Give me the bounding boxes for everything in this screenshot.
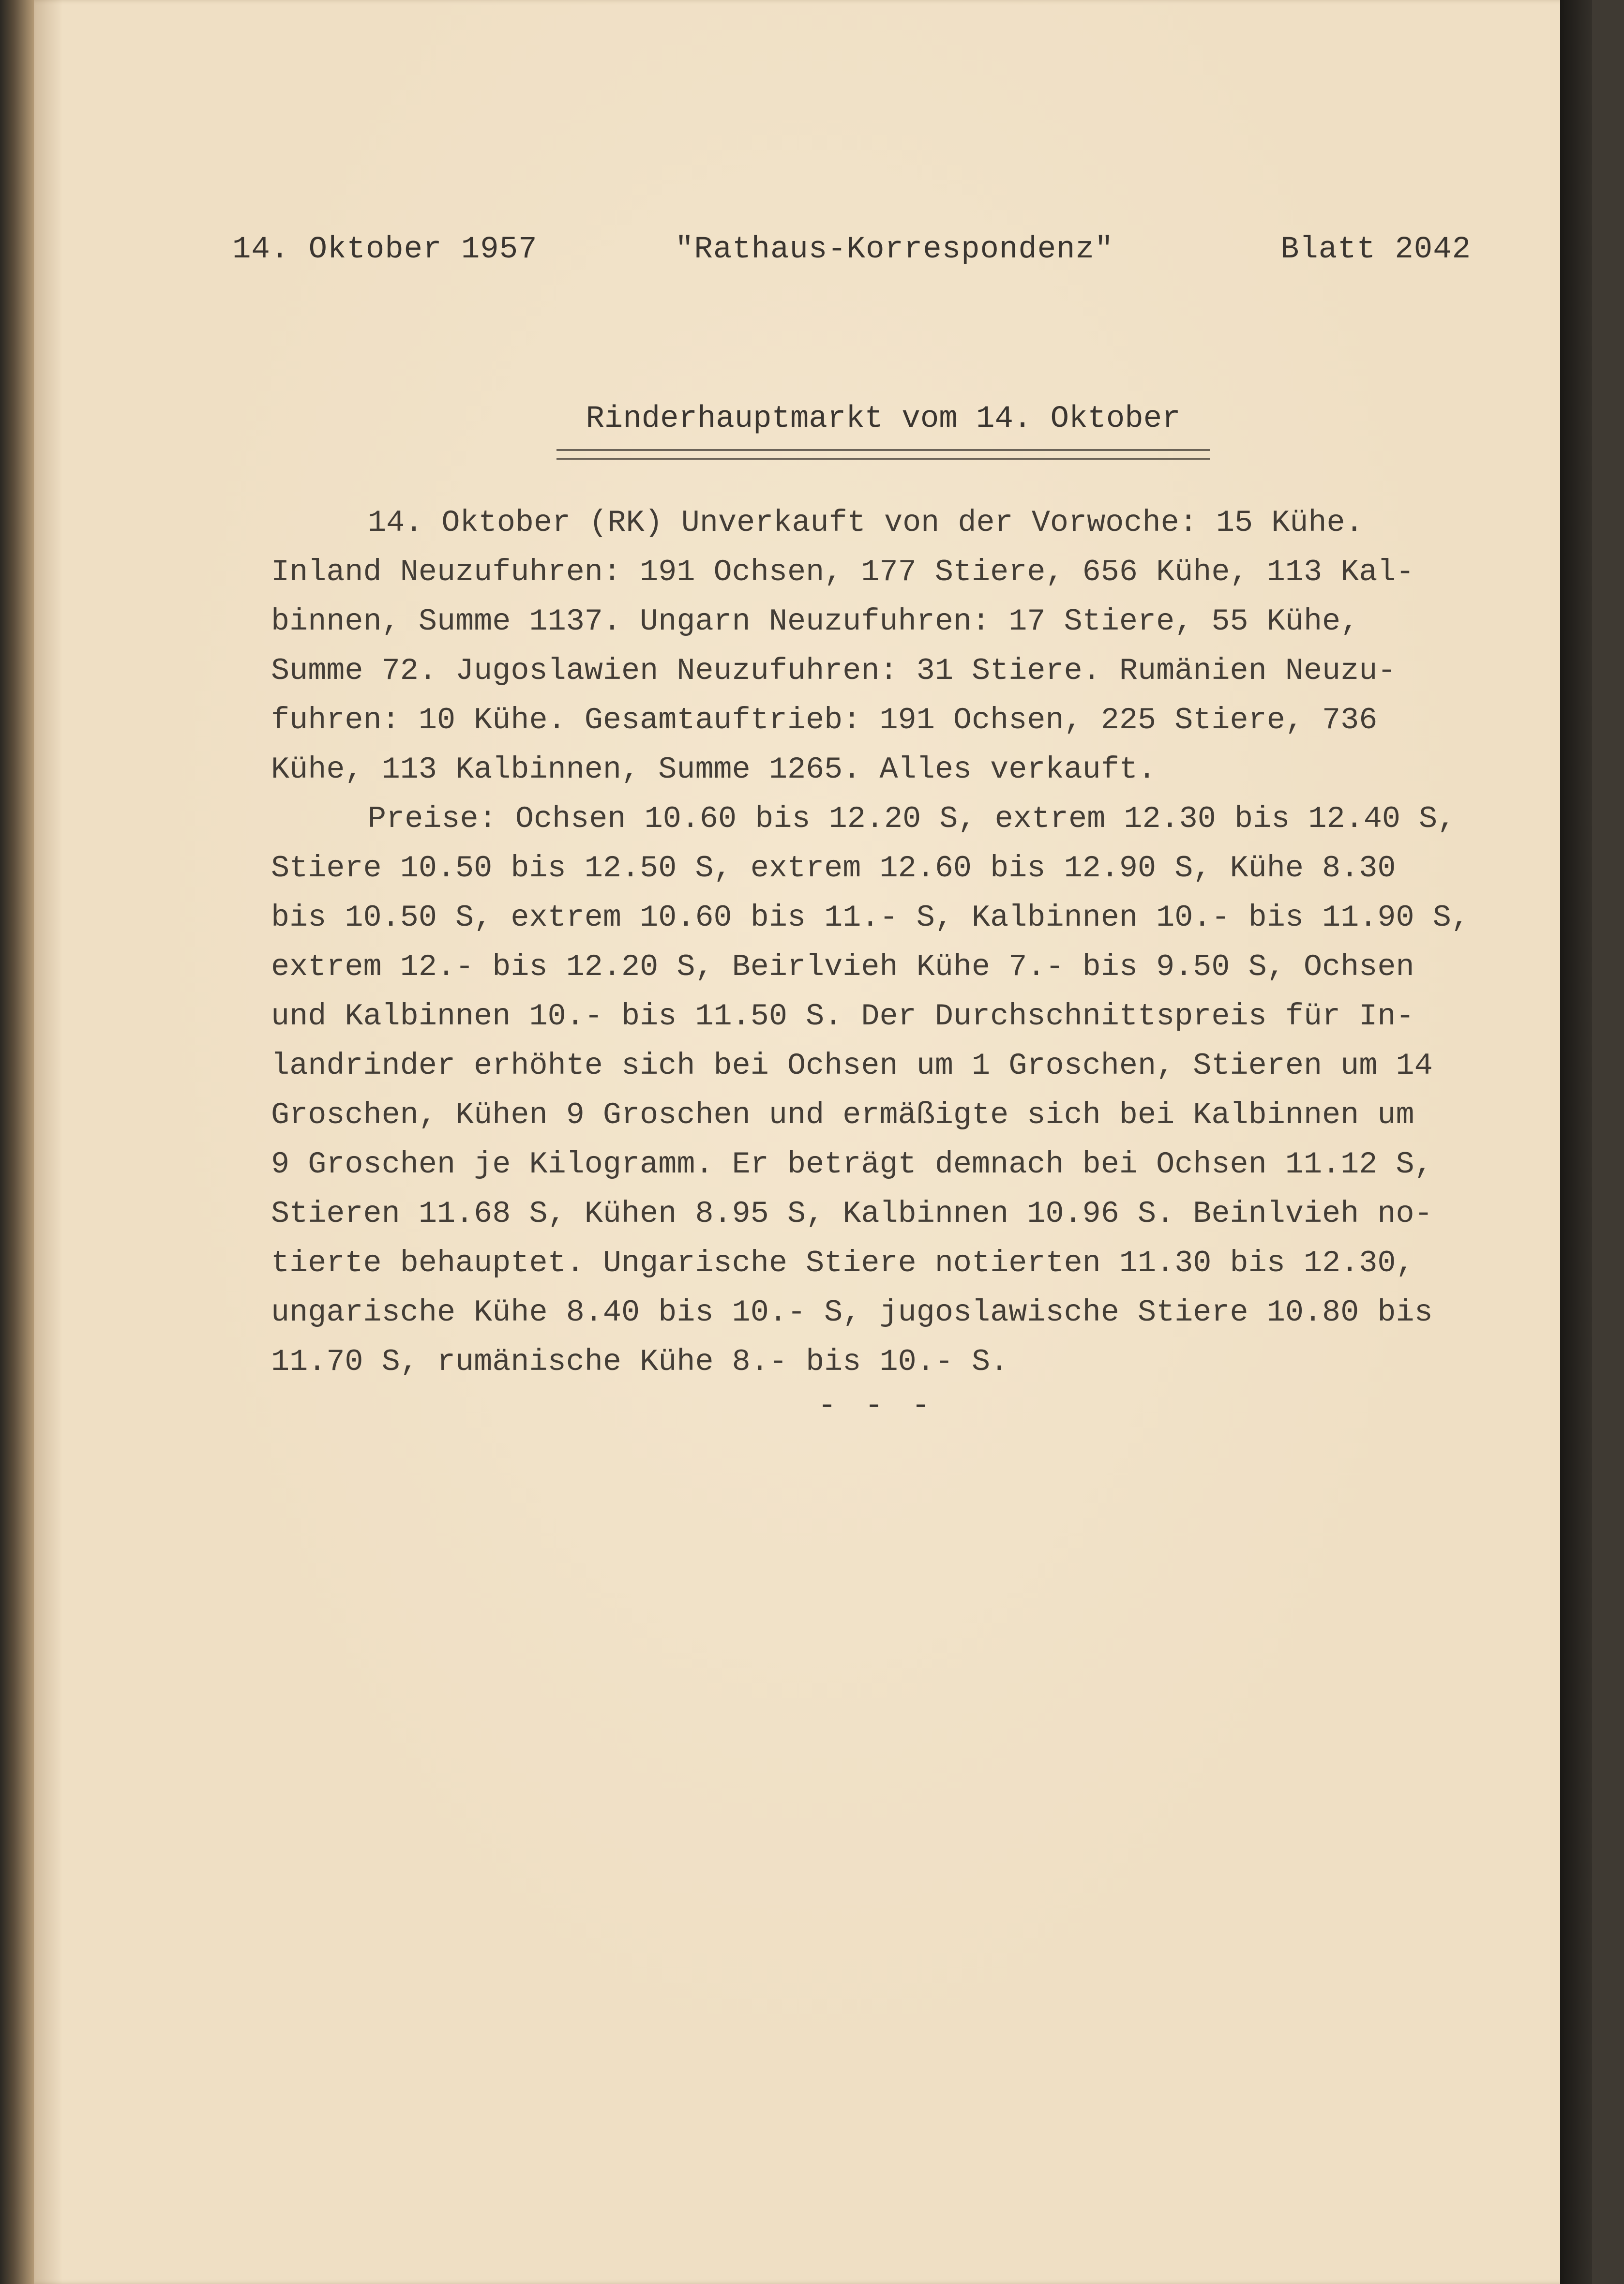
book-binding [0, 0, 34, 2284]
body-line: extrem 12.- bis 12.20 S, Beirlvieh Kühe 7.- bis 9.50 S, Ochsen [271, 950, 1414, 985]
end-of-article-mark: - - - [818, 1389, 935, 1424]
title-double-underline [556, 449, 1210, 460]
header-sheet-number: Blatt 2042 [1280, 232, 1471, 267]
body-line: 14. Oktober (RK) Unverkauft von der Vorwoche: 15 Kühe. [368, 506, 1364, 541]
body-line: binnen, Summe 1137. Ungarn Neuzufuhren: 17 Stiere, 55 Kühe, [271, 604, 1359, 639]
body-line: Inland Neuzufuhren: 191 Ochsen, 177 Stiere, 656 Kühe, 113 Kal- [271, 555, 1414, 590]
header-date: 14. Oktober 1957 [232, 232, 538, 267]
body-line: ungarische Kühe 8.40 bis 10.- S, jugoslawische Stiere 10.80 bis [271, 1295, 1433, 1330]
body-line: Preise: Ochsen 10.60 bis 12.20 S, extrem 12.30 bis 12.40 S, [368, 802, 1456, 837]
body-line: landrinder erhöhte sich bei Ochsen um 1 Groschen, Stieren um 14 [271, 1049, 1433, 1083]
page-edge-shadow [1560, 0, 1592, 2284]
page-header [232, 232, 1471, 276]
body-line: 11.70 S, rumänische Kühe 8.- bis 10.- S. [271, 1345, 1009, 1380]
header-publication: "Rathaus-Korrespondenz" [675, 232, 1114, 267]
article-title-block [556, 402, 1210, 460]
body-line: 9 Groschen je Kilogramm. Er beträgt demnach bei Ochsen 11.12 S, [271, 1147, 1433, 1182]
document-page [34, 0, 1592, 2284]
body-line: und Kalbinnen 10.- bis 11.50 S. Der Durchschnittspreis für In- [271, 999, 1414, 1034]
article-body [271, 498, 1597, 1387]
body-line: Stieren 11.68 S, Kühen 8.95 S, Kalbinnen 10.96 S. Beinlvieh no- [271, 1197, 1433, 1232]
body-line: Kühe, 113 Kalbinnen, Summe 1265. Alles verkauft. [271, 752, 1157, 787]
body-line: tierte behauptet. Ungarische Stiere notierten 11.30 bis 12.30, [271, 1246, 1414, 1281]
body-line: Groschen, Kühen 9 Groschen und ermäßigte sich bei Kalbinnen um [271, 1098, 1414, 1133]
body-line: Stiere 10.50 bis 12.50 S, extrem 12.60 bis 12.90 S, Kühe 8.30 [271, 851, 1396, 886]
article-title: Rinderhauptmarkt vom 14. Oktober [586, 402, 1181, 436]
body-line: fuhren: 10 Kühe. Gesamtauftrieb: 191 Ochsen, 225 Stiere, 736 [271, 703, 1378, 738]
body-line: bis 10.50 S, extrem 10.60 bis 11.- S, Kalbinnen 10.- bis 11.90 S, [271, 901, 1470, 935]
body-line: Summe 72. Jugoslawien Neuzufuhren: 31 Stiere. Rumänien Neuzu- [271, 654, 1396, 689]
